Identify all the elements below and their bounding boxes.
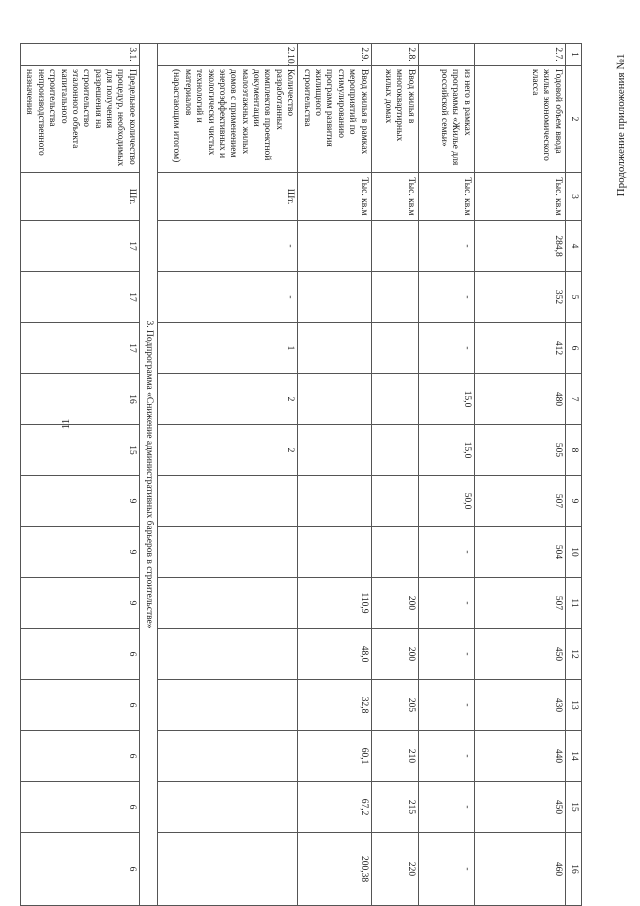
row-value: 15,0	[418, 425, 474, 476]
row-value	[158, 731, 298, 782]
row-value	[298, 425, 371, 476]
row-value: -	[418, 731, 474, 782]
row-name: Ввод жилья в рамках мероприятий по стимулированию программ развития жилищного строительства	[298, 66, 371, 173]
row-value: 200,38	[298, 833, 371, 906]
row-value	[371, 476, 418, 527]
table-row	[298, 44, 371, 906]
row-value: 67,2	[298, 782, 371, 833]
row-value: 352	[474, 272, 565, 323]
row-value: 110,9	[298, 578, 371, 629]
row-value: 6	[20, 629, 139, 680]
row-value: 17	[20, 323, 139, 374]
row-value	[371, 527, 418, 578]
col-header: 4	[565, 221, 581, 272]
row-value: 48,0	[298, 629, 371, 680]
row-value: 50,0	[418, 476, 474, 527]
row-unit: Шт.	[20, 173, 139, 221]
col-header: 8	[565, 425, 581, 476]
row-value	[158, 527, 298, 578]
row-value: -	[158, 221, 298, 272]
row-unit: Тыс. кв.м	[298, 173, 371, 221]
row-value: 15	[20, 425, 139, 476]
row-unit: Шт.	[158, 173, 298, 221]
row-number: 2.10.	[158, 44, 298, 66]
row-value	[158, 782, 298, 833]
row-value: 15,0	[418, 374, 474, 425]
row-value: 17	[20, 272, 139, 323]
row-value	[371, 272, 418, 323]
row-value	[298, 323, 371, 374]
row-value	[298, 272, 371, 323]
row-value: -	[418, 527, 474, 578]
col-header: 9	[565, 476, 581, 527]
row-value: 210	[371, 731, 418, 782]
row-value: 480	[474, 374, 565, 425]
row-value: 507	[474, 578, 565, 629]
row-value: -	[418, 629, 474, 680]
row-name: из него в рамках программы «Жилье для российской семьи»	[418, 66, 474, 173]
row-value: 220	[371, 833, 418, 906]
table-row	[158, 44, 298, 906]
row-value: 430	[474, 680, 565, 731]
col-header: 13	[565, 680, 581, 731]
row-value: 284,8	[474, 221, 565, 272]
table-row	[371, 44, 418, 906]
row-name: Предельное количество процедур, необходимых для получения разрешения на строительство эталонного объекта капитального строительства непроизводственного назначения	[20, 66, 139, 173]
row-value	[298, 527, 371, 578]
row-number: 2.8.	[371, 44, 418, 66]
row-value: 200	[371, 629, 418, 680]
col-header: 6	[565, 323, 581, 374]
row-value: 32,8	[298, 680, 371, 731]
row-value: 17	[20, 221, 139, 272]
page-number: 11	[60, 418, 72, 430]
continuation-title: Продолжение приложения №1	[615, 53, 627, 197]
row-value: 60,1	[298, 731, 371, 782]
row-value	[371, 425, 418, 476]
table-row	[20, 44, 139, 906]
table-row	[474, 44, 565, 906]
row-value: -	[418, 323, 474, 374]
row-value	[371, 374, 418, 425]
col-header: 5	[565, 272, 581, 323]
row-value: 2	[158, 374, 298, 425]
row-value: 9	[20, 476, 139, 527]
row-number: 2.9.	[298, 44, 371, 66]
row-value: 205	[371, 680, 418, 731]
row-value: 460	[474, 833, 565, 906]
row-value: 450	[474, 629, 565, 680]
col-header: 12	[565, 629, 581, 680]
row-value: 505	[474, 425, 565, 476]
row-unit: Тыс. кв.м	[371, 173, 418, 221]
row-name: Годовой объем ввода жилья экономического класса	[474, 66, 565, 173]
row-value: -	[418, 578, 474, 629]
row-value: 9	[20, 527, 139, 578]
row-number: 3.1.	[20, 44, 139, 66]
row-value	[298, 476, 371, 527]
row-value: -	[158, 272, 298, 323]
row-value	[158, 629, 298, 680]
section-title-row	[139, 44, 157, 906]
row-value: 9	[20, 578, 139, 629]
row-value: 6	[20, 731, 139, 782]
row-value	[298, 221, 371, 272]
row-value: 450	[474, 782, 565, 833]
row-value: 412	[474, 323, 565, 374]
col-header: 14	[565, 731, 581, 782]
row-name: Ввод жилья в многоквартирных жилых домах	[371, 66, 418, 173]
row-value	[371, 323, 418, 374]
col-header: 1	[565, 44, 581, 66]
row-value: 6	[20, 680, 139, 731]
row-value: 504	[474, 527, 565, 578]
row-value: 440	[474, 731, 565, 782]
row-value: -	[418, 782, 474, 833]
rotated-page-content	[24, 43, 582, 883]
row-value	[158, 578, 298, 629]
row-value: 16	[20, 374, 139, 425]
col-header: 16	[565, 833, 581, 906]
row-value: -	[418, 680, 474, 731]
row-value: -	[418, 221, 474, 272]
col-header: 7	[565, 374, 581, 425]
row-unit: Тыс. кв.м	[474, 173, 565, 221]
col-header: 15	[565, 782, 581, 833]
row-value: 6	[20, 833, 139, 906]
col-header: 3	[565, 173, 581, 221]
col-header: 11	[565, 578, 581, 629]
row-value	[158, 833, 298, 906]
row-number: 2.7.	[474, 44, 565, 66]
row-value: 200	[371, 578, 418, 629]
table-row	[418, 44, 474, 906]
row-value	[371, 221, 418, 272]
col-header: 10	[565, 527, 581, 578]
row-value: 6	[20, 782, 139, 833]
indicators-table	[20, 43, 582, 906]
row-value: 215	[371, 782, 418, 833]
row-value	[158, 680, 298, 731]
row-value: 1	[158, 323, 298, 374]
row-value: 507	[474, 476, 565, 527]
row-value: 2	[158, 425, 298, 476]
row-value: -	[418, 272, 474, 323]
section-title: 3. Подпрограмма «Снижение административных барьеров в строительстве»	[139, 44, 157, 906]
row-value: -	[418, 833, 474, 906]
row-value	[158, 476, 298, 527]
row-number	[418, 44, 474, 66]
column-number-row	[565, 44, 581, 906]
row-unit: Тыс. кв.м	[418, 173, 474, 221]
row-name: Количество разработанных комплектов проектной документации малоэтажных жилых домов с применением энергоэффективных и экологически чистых технологий и материалов (нарастающим итогом)	[158, 66, 298, 173]
col-header: 2	[565, 66, 581, 173]
row-value	[298, 374, 371, 425]
